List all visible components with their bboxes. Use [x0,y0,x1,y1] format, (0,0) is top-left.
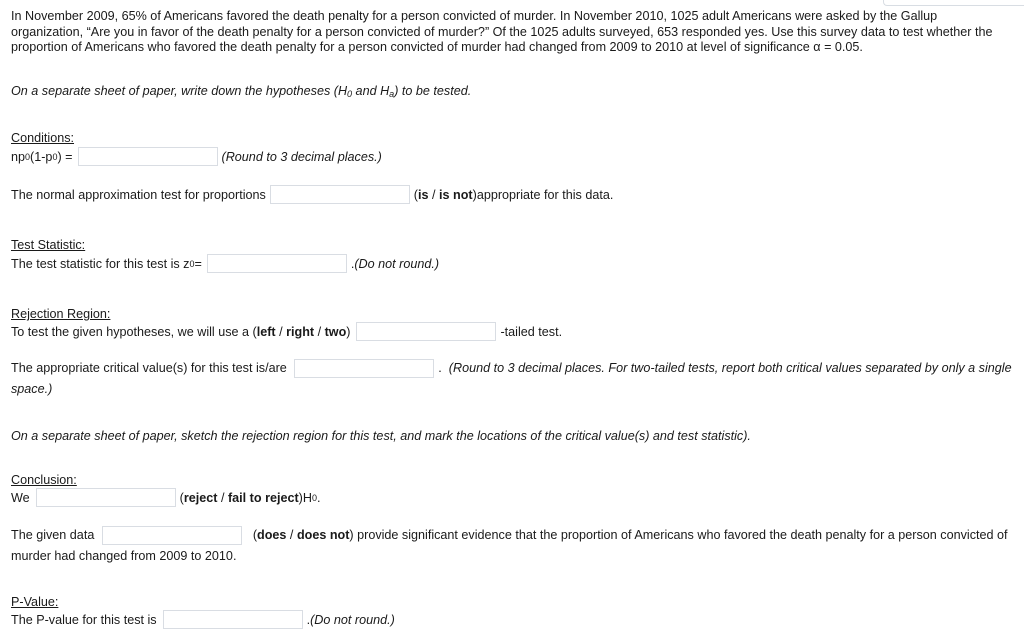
hyp-text-3: ) to be tested. [394,84,472,98]
opt-reject: reject [183,490,218,505]
tail-input[interactable] [356,322,496,341]
ts-label: The test statistic for this test is z [11,256,190,271]
data-options: (does / does not) [249,528,354,542]
approx-after: appropriate for this data. [476,187,614,202]
conclusion-heading: Conclusion: [11,473,77,487]
np-input[interactable] [78,147,218,166]
conclusion-row [11,488,321,507]
hyp-text-1: On a separate sheet of paper, write down the hypotheses (H [11,84,348,98]
data-opt-does-not: does not [296,528,350,542]
critical-value-input[interactable] [294,359,434,378]
conclusion-h: H [302,490,312,505]
pvalue-note: (Do not round.) [310,612,395,627]
pvalue-row [11,610,395,629]
np-label-a: np [11,149,26,164]
rejection-heading: Rejection Region: [11,307,111,321]
ts-note: (Do not round.) [354,256,440,271]
test-statistic-input[interactable] [207,254,347,273]
conditions-heading: Conditions: [11,131,75,145]
ts-sub: 0 [189,258,195,269]
test-statistic-heading: Test Statistic: [11,238,86,252]
np-sub-2: 0 [52,151,58,162]
conclusion-input[interactable] [36,488,176,507]
tail-label: To test the given hypotheses, we will use a [11,324,250,339]
opt-fail-to-reject: fail to reject [227,490,299,505]
data-opt-does: does [257,528,287,542]
ts-eq: = [194,256,202,271]
np-sub-1: 0 [25,151,31,162]
opt-sep: / [217,490,228,505]
problem-statement: In November 2009, 65% of Americans favored the death penalty for a person convicted of murder. In November 2010, 1025 adult Americans were asked by the Gallup organization, “Are you in favor of the death penalty for a person convicted of murder?” Of the 1025 adults surveyed, 653 responded yes. Use this survey data to test whether the proportion of Americans who favored the death penalty for a person convicted of murder had changed from 2009 to 2010 at level of significance α = 0.05. [11,9,993,55]
tail-row [11,322,562,341]
data-label: The given data [11,528,95,542]
pvalue-dot: . [306,612,311,627]
data-evidence-input[interactable] [102,526,242,545]
approx-opt-is: is [418,187,429,202]
tail-opt-right: right [286,324,315,339]
approx-options: (is / is not) [413,187,477,202]
tail-sep-1: / [275,324,287,339]
tail-sep-2: / [314,324,325,339]
approx-label: The normal approximation test for proportions [11,187,266,202]
sketch-instruction: On a separate sheet of paper, sketch the rejection region for this test, and mark the locations of the critical value(s) and test statistic). [11,429,751,443]
test-statistic-row [11,254,439,273]
pvalue-input[interactable] [163,610,303,629]
data-evidence-row [11,525,1016,567]
hyp-sub-a: a [389,89,395,99]
pvalue-heading: P-Value: [11,595,59,609]
hyp-text-2: and H [352,84,390,98]
approx-sep: / [428,187,440,202]
critical-row: The appropriate critical value(s) for this test is/are . (Round to 3 decimal places. For two-tailed tests, report both critical values separated by only a single space.) [11,361,1012,396]
hyp-sub-0: 0 [347,89,353,99]
conclusion-period: . [317,490,321,505]
conclusion-options: (reject / fail to reject) [179,490,303,505]
data-after: provide significant evidence that the proportion of Americans who favored the death penalty for a person convicted of murder had changed from 2009 to 2010. [11,528,1008,563]
np-label-b: (1-p [30,149,53,164]
hypotheses-instruction [11,84,471,99]
tail-after: -tailed test. [500,324,563,339]
pvalue-label: The P-value for this test is [11,612,157,627]
np-label-c: ) = [57,149,73,164]
top-panel-edge [883,0,1024,6]
tail-options: (left / right / two) [249,324,351,339]
tail-opt-left: left [256,324,276,339]
np-row [11,147,382,166]
approx-input[interactable] [270,185,410,204]
crit-label: The appropriate critical value(s) for this test is/are [11,361,287,375]
conclusion-h-sub: 0 [311,492,317,503]
approx-row [11,185,613,204]
tail-opt-two: two [324,324,347,339]
we-label: We [11,490,30,505]
approx-opt-is-not: is not [439,187,473,202]
crit-note: (Round to 3 decimal places. For two-tailed tests, report both critical values separated by only a single space.) [11,361,1012,396]
np-note: (Round to 3 decimal places.) [221,149,382,164]
ts-dot: . [350,256,355,271]
